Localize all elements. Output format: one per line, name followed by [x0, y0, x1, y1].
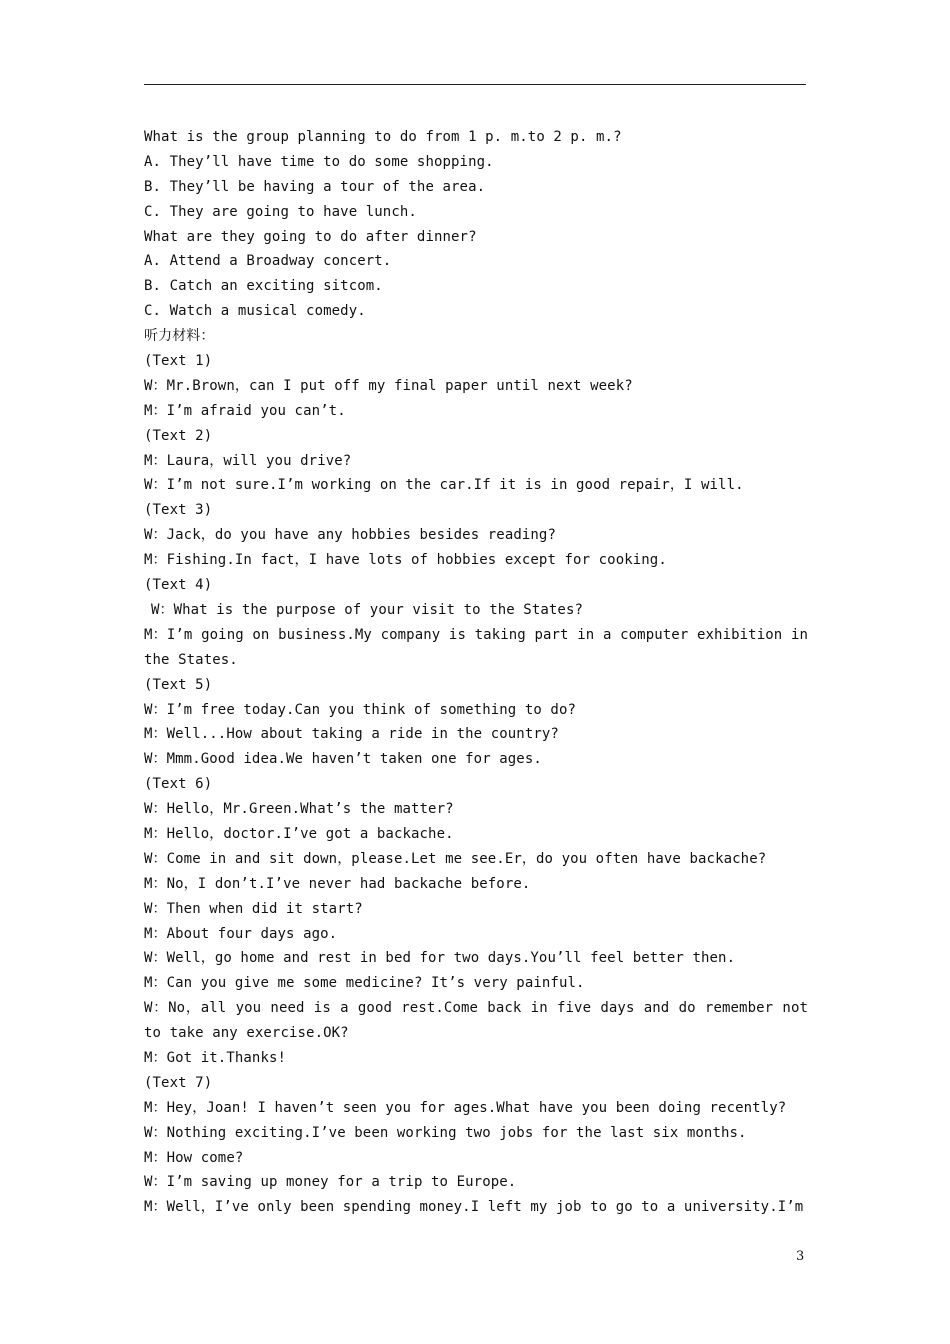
text-line: M：Fishing.In fact，I have lots of hobbies except for cooking.: [144, 552, 667, 569]
text-line: W：I’m free today.Can you think of something to do?: [144, 701, 577, 718]
header-rule: [144, 84, 806, 85]
text-line: M：Well...How about taking a ride in the country?: [144, 726, 559, 743]
text-line: (Text 3): [144, 502, 213, 519]
text-line: W：Nothing exciting.I’ve been working two jobs for the last six months.: [144, 1124, 747, 1141]
text-line: W：I’m not sure.I’m working on the car.If it is in good repair，I will.: [144, 477, 744, 494]
text-line: M：Hey，Joan! I haven’t seen you for ages.What have you been doing recently?: [144, 1099, 787, 1116]
text-line: B. Catch an exciting sitcom.: [144, 278, 383, 295]
text-line: W：Well，go home and rest in bed for two days.You’ll feel better then.: [144, 950, 736, 967]
text-line: M：Well，I’ve only been spending money.I left my job to go to a university.I’m: [144, 1199, 804, 1216]
text-line: (Text 2): [144, 427, 213, 444]
text-line: B. They’ll be having a tour of the area.: [144, 178, 486, 195]
text-line: (Text 7): [144, 1074, 213, 1091]
page-number: 3: [796, 1249, 805, 1264]
text-line: W：No，all you need is a good rest.Come back in five days and do remember not to take any exercise.OK?: [144, 1000, 808, 1042]
text-line: M：Got it.Thanks!: [144, 1050, 287, 1067]
text-line: M：No，I don’t.I’ve never had backache before.: [144, 875, 531, 892]
text-line: W：Mmm.Good idea.We haven’t taken one for ages.: [144, 751, 542, 768]
text-line: W：Hello，Mr.Green.What’s the matter?: [144, 801, 454, 818]
text-line: What are they going to do after dinner?: [144, 228, 477, 245]
text-line: W：Jack，do you have any hobbies besides reading?: [144, 527, 556, 544]
text-line: (Text 4): [144, 577, 213, 594]
text-line: W：What is the purpose of your visit to the States?: [151, 601, 584, 618]
text-line: C. They are going to have lunch.: [144, 203, 417, 220]
text-line: 听力材料：: [144, 328, 215, 345]
text-line: W：Mr.Brown，can I put off my final paper until next week?: [144, 377, 633, 394]
text-line: W：I’m saving up money for a trip to Europe.: [144, 1174, 517, 1191]
text-line: M：I’m afraid you can’t.: [144, 402, 346, 419]
text-line: W：Come in and sit down，please.Let me see.Er，do you often have backache?: [144, 850, 767, 867]
text-line: (Text 6): [144, 776, 213, 793]
text-line: M：How come?: [144, 1149, 244, 1166]
text-line: M：About four days ago.: [144, 925, 338, 942]
text-line: M：Can you give me some medicine? It’s very painful.: [144, 975, 585, 992]
text-line: A. They’ll have time to do some shopping.: [144, 153, 494, 170]
text-line: C. Watch a musical comedy.: [144, 303, 366, 320]
text-line: (Text 5): [144, 676, 213, 693]
text-line: (Text 1): [144, 353, 213, 370]
text-line: M：I’m going on business.My company is taking part in a computer exhibition in the States.: [144, 626, 808, 668]
document-body: [144, 125, 808, 1220]
text-line: What is the group planning to do from 1 p. m.to 2 p. m.?: [144, 129, 622, 145]
text-line: A. Attend a Broadway concert.: [144, 253, 392, 270]
text-line: M：Hello，doctor.I’ve got a backache.: [144, 825, 454, 842]
text-line: M：Laura，will you drive?: [144, 452, 352, 469]
text-line: W：Then when did it start?: [144, 900, 363, 917]
